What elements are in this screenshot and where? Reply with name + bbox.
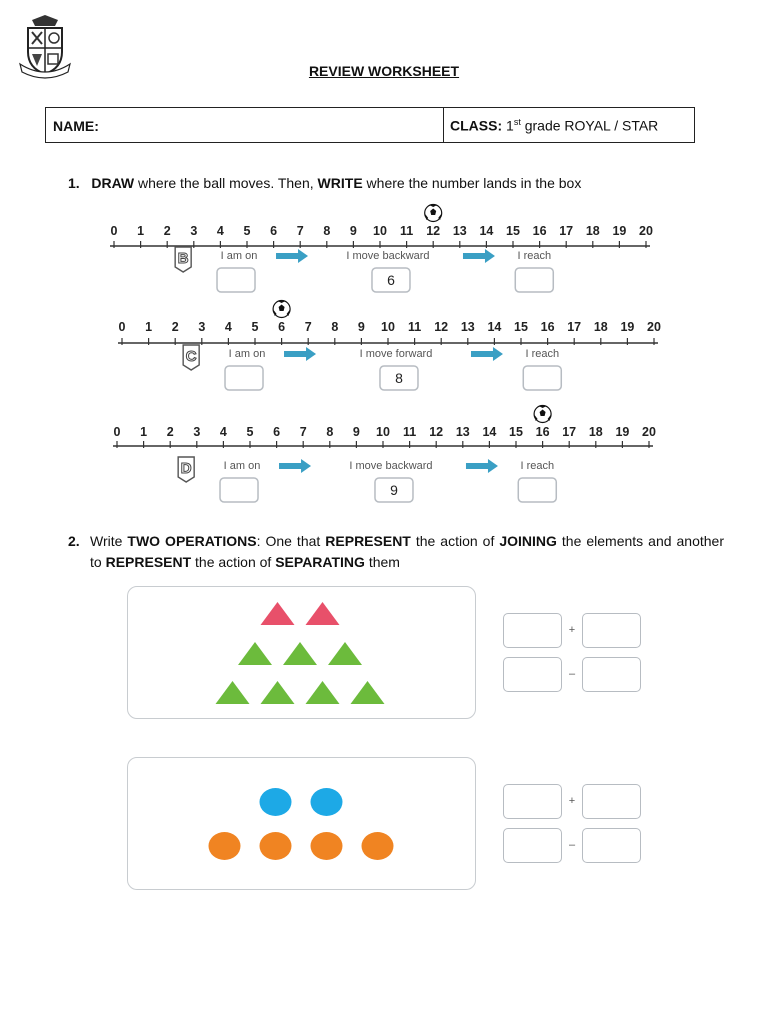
tick-label: 6 (270, 224, 278, 238)
tick-label: 10 (376, 425, 390, 439)
q2-bold-separating: SEPARATING (275, 554, 365, 570)
circle-shapes (128, 758, 477, 891)
move-value: 8 (395, 370, 403, 386)
arrow-right-icon (284, 347, 316, 361)
circle-shape (209, 832, 241, 860)
tick-label: 12 (426, 224, 441, 238)
tick-label: 18 (593, 320, 608, 334)
triangle-shape (306, 602, 340, 625)
tick-label: 16 (540, 320, 555, 334)
tick-label: 7 (304, 320, 312, 334)
q2-bold-joining: JOINING (499, 533, 557, 549)
circle-shape (311, 832, 343, 860)
q1-text-2: where the number lands in the box (362, 175, 582, 191)
circle-shape (311, 788, 343, 816)
tick-label: 3 (198, 320, 206, 334)
tick-label: 10 (381, 320, 395, 334)
i-reach-answer-box[interactable] (515, 268, 553, 292)
subtraction-answer-box-3[interactable] (503, 828, 562, 863)
tick-label: 4 (224, 320, 232, 334)
tick-label: 1 (140, 425, 148, 439)
arrow-head (306, 347, 316, 361)
triangle-shape (283, 642, 317, 665)
triangle-shapes (128, 587, 477, 720)
arrow-head (485, 249, 495, 263)
class-grade-suffix: st (513, 117, 521, 127)
label-move: I move backward (346, 250, 430, 262)
tick-label: 11 (407, 320, 422, 334)
label-i-reach: I reach (517, 250, 552, 262)
i-am-on-answer-box[interactable] (220, 478, 258, 502)
tick-label: 8 (323, 224, 331, 238)
tick-label: 6 (273, 425, 281, 439)
q2-bold-operations: TWO OPERATIONS (127, 533, 257, 549)
i-am-on-answer-box[interactable] (217, 268, 255, 292)
label-i-am-on: I am on (223, 460, 261, 472)
worksheet-title: REVIEW WORKSHEET (308, 63, 460, 79)
badge-b (175, 247, 191, 272)
subtraction-answer-box-2[interactable] (582, 657, 641, 692)
triangle-shape (351, 681, 385, 704)
tick-label: 14 (479, 224, 494, 238)
i-reach-answer-box[interactable] (518, 478, 556, 502)
arrow-right-icon (466, 459, 498, 473)
label-i-am-on: I am on (228, 348, 266, 360)
tick-label: 17 (567, 320, 582, 334)
circle-shape (260, 788, 292, 816)
label-i-reach: I reach (520, 460, 555, 472)
circle-group-box (127, 757, 476, 890)
badge-c (183, 345, 199, 370)
tick-label: 8 (326, 425, 334, 439)
triangle-group-box (127, 586, 476, 719)
addition-answer-box-2[interactable] (582, 613, 641, 648)
arrow-head (301, 459, 311, 473)
tick-label: 12 (434, 320, 449, 334)
q1-write-word: WRITE (317, 175, 363, 191)
plus-sign-1: + (568, 624, 576, 636)
tick-label: 19 (620, 320, 635, 334)
tick-label: 0 (110, 224, 118, 238)
subtraction-answer-box-1[interactable] (503, 657, 562, 692)
addition-answer-box-4[interactable] (582, 784, 641, 819)
question-2-number: 2. (68, 533, 80, 549)
triangle-shape (238, 642, 272, 665)
label-move: I move backward (349, 460, 433, 472)
arrow-right-icon (463, 249, 495, 263)
q2-text-4: the elements and another to (90, 533, 724, 570)
question-1-number: 1. (68, 175, 80, 191)
arrow-shaft (284, 351, 308, 357)
circle-shape (260, 832, 292, 860)
q2-text-6: them (364, 554, 400, 570)
tick-label: 13 (460, 320, 475, 334)
q2-text-5: the action of (191, 554, 276, 570)
class-grade-number: 1 (506, 117, 514, 134)
tick-label: 5 (243, 224, 251, 238)
arrow-shaft (463, 253, 487, 259)
tick-label: 7 (299, 425, 307, 439)
tick-label: 20 (642, 425, 656, 439)
tick-label: 11 (402, 425, 417, 439)
question-2-prompt (68, 531, 724, 573)
number-line-d (113, 406, 656, 503)
i-am-on-answer-box[interactable] (225, 366, 263, 390)
tick-label: 18 (588, 425, 603, 439)
arrow-head (488, 459, 498, 473)
addition-answer-box-1[interactable] (503, 613, 562, 648)
number-line-c (118, 301, 661, 391)
q1-draw-word: DRAW (91, 175, 135, 191)
tick-label: 15 (514, 320, 528, 334)
tick-label: 5 (251, 320, 259, 334)
tick-label: 20 (647, 320, 661, 334)
tick-label: 19 (612, 224, 627, 238)
arrow-shaft (279, 463, 303, 469)
minus-sign-2: – (568, 839, 576, 851)
tick-label: 6 (278, 320, 286, 334)
q2-bold-represent-1: REPRESENT (325, 533, 411, 549)
tick-label: 14 (487, 320, 502, 334)
question-2-text (90, 531, 724, 573)
q1-text-1: where the ball moves. Then, (134, 175, 318, 191)
tick-label: 1 (137, 224, 145, 238)
tick-label: 2 (171, 320, 179, 334)
tick-label: 17 (559, 224, 574, 238)
tick-label: 18 (585, 224, 600, 238)
i-reach-answer-box[interactable] (523, 366, 561, 390)
tick-label: 9 (357, 320, 365, 334)
label-move: I move forward (359, 348, 433, 360)
tick-label: 4 (216, 224, 224, 238)
triangle-shape (261, 681, 295, 704)
soccer-ball-icon (425, 205, 442, 222)
badge-letter: D (180, 460, 192, 477)
tick-label: 16 (532, 224, 547, 238)
soccer-ball-icon (273, 301, 290, 318)
tick-label: 9 (349, 224, 357, 238)
label-i-reach: I reach (525, 348, 560, 360)
number-line-b (110, 205, 653, 293)
subtraction-answer-box-4[interactable] (582, 828, 641, 863)
q2-bold-represent-2: REPRESENT (105, 554, 192, 570)
tick-label: 3 (190, 224, 198, 238)
label-i-am-on: I am on (220, 250, 258, 262)
class-value: grade ROYAL / STAR (520, 117, 659, 134)
name-label: NAME: (53, 118, 99, 134)
badge-d (178, 457, 194, 482)
arrow-head (493, 347, 503, 361)
tick-label: 12 (429, 425, 444, 439)
tick-label: 4 (219, 425, 227, 439)
arrow-shaft (471, 351, 495, 357)
tick-label: 2 (166, 425, 174, 439)
tick-label: 13 (452, 224, 467, 238)
class-label: CLASS: (450, 117, 503, 134)
arrow-right-icon (279, 459, 311, 473)
badge-letter: C (185, 348, 197, 365)
addition-answer-box-3[interactable] (503, 784, 562, 819)
tick-label: 15 (506, 224, 520, 238)
q2-text-1: Write (90, 533, 128, 549)
tick-label: 10 (373, 224, 387, 238)
tick-label: 20 (639, 224, 653, 238)
tick-label: 0 (113, 425, 121, 439)
tick-label: 17 (562, 425, 577, 439)
plus-sign-2: + (568, 795, 576, 807)
triangle-shape (261, 602, 295, 625)
tick-label: 14 (482, 425, 497, 439)
triangle-shape (216, 681, 250, 704)
tick-label: 3 (193, 425, 201, 439)
tick-label: 5 (246, 425, 254, 439)
move-value: 9 (390, 482, 398, 498)
tick-label: 9 (352, 425, 360, 439)
tick-label: 11 (399, 224, 414, 238)
q2-text-3: the action of (410, 533, 500, 549)
tick-label: 7 (296, 224, 304, 238)
minus-sign-1: – (568, 668, 576, 680)
tick-label: 19 (615, 425, 630, 439)
tick-label: 2 (163, 224, 171, 238)
triangle-shape (328, 642, 362, 665)
arrow-shaft (276, 253, 300, 259)
arrow-right-icon (276, 249, 308, 263)
arrow-head (298, 249, 308, 263)
tick-label: 0 (118, 320, 126, 334)
soccer-ball-icon (534, 406, 551, 423)
q2-text-2: : One that (256, 533, 326, 549)
tick-label: 13 (455, 425, 470, 439)
tick-label: 8 (331, 320, 339, 334)
triangle-shape (306, 681, 340, 704)
tick-label: 1 (145, 320, 153, 334)
arrow-right-icon (471, 347, 503, 361)
move-value: 6 (387, 272, 395, 288)
arrow-shaft (466, 463, 490, 469)
tick-label: 16 (535, 425, 550, 439)
circle-shape (362, 832, 394, 860)
badge-letter: B (177, 250, 189, 267)
tick-label: 15 (509, 425, 523, 439)
